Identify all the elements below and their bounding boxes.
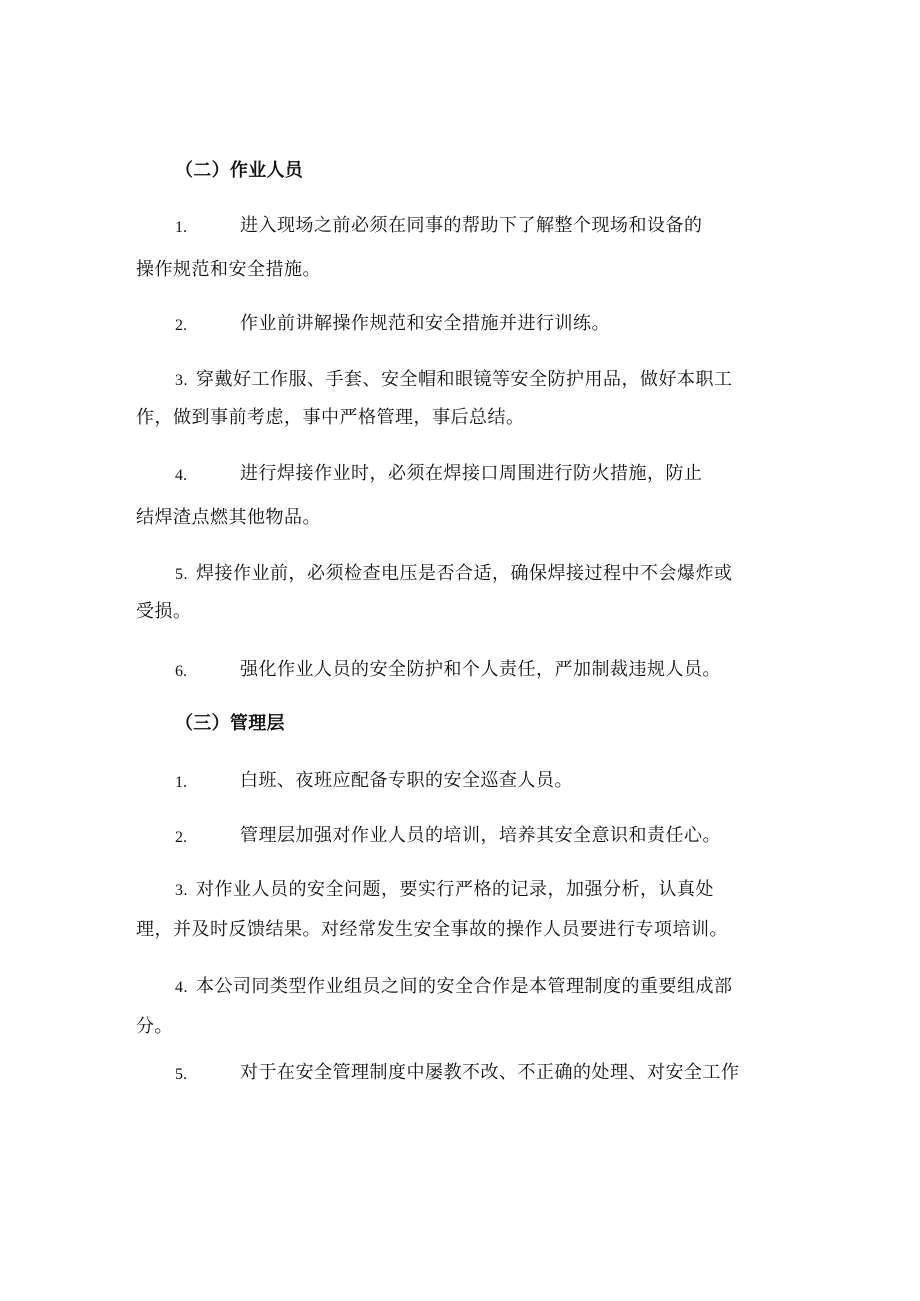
item-number: 2. [175,829,187,846]
item-text-line2: 操作规范和安全措施。 [136,259,321,280]
item-text-line1 [175,975,733,1000]
item-number: 4. [175,979,188,996]
item-text-line1: 进行焊接作业时，必须在焊接口周围进行防火措施，防止 [240,463,703,484]
item-number: 3. [175,372,188,389]
item-text-line1: 作业前讲解操作规范和安全措施并进行训练。 [240,313,610,334]
item-number: 1. [175,774,187,791]
item-text-line1 [175,562,733,587]
section-heading-management: （三）管理层 [175,713,285,734]
item-number: 3. [175,882,188,899]
item-text: 本公司同类型作业组员之间的安全合作是本管理制度的重要组成部 [196,976,733,997]
item-text-line2: 作，做到事前考虑，事中严格管理，事后总结。 [136,407,525,428]
item-text-line1: 对于在安全管理制度中屡教不改、不正确的处理、对安全工作 [240,1062,740,1083]
item-number: 6. [175,663,187,680]
item-text-line1: 强化作业人员的安全防护和个人责任，严加制裁违规人员。 [240,659,721,680]
item-number: 1. [175,219,187,236]
item-text-line1: 管理层加强对作业人员的培训，培养其安全意识和责任心。 [240,825,721,846]
item-text: 焊接作业前，必须检查电压是否合适，确保焊接过程中不会爆炸或 [196,563,733,584]
item-text: 穿戴好工作服、手套、安全帽和眼镜等安全防护用品，做好本职工 [196,369,733,390]
item-text-line2: 理，并及时反馈结果。对经常发生安全事故的操作人员要进行专项培训。 [136,919,728,940]
item-text-line2: 分。 [136,1016,173,1037]
item-text: 对作业人员的安全问题，要实行严格的记录，加强分析，认真处 [196,879,714,900]
item-text-line2: 结焊渣点燃其他物品。 [136,507,321,528]
section-heading-workers: （二）作业人员 [175,160,304,181]
item-text-line1: 白班、夜班应配备专职的安全巡查人员。 [240,770,573,791]
item-number: 4. [175,467,187,484]
item-text-line1 [175,368,733,393]
item-number: 2. [175,317,187,334]
item-number: 5. [175,566,188,583]
item-text-line1: 进入现场之前必须在同事的帮助下了解整个现场和设备的 [240,215,703,236]
item-number: 5. [175,1066,187,1083]
item-text-line1 [175,878,714,903]
item-text-line2: 受损。 [136,601,192,622]
